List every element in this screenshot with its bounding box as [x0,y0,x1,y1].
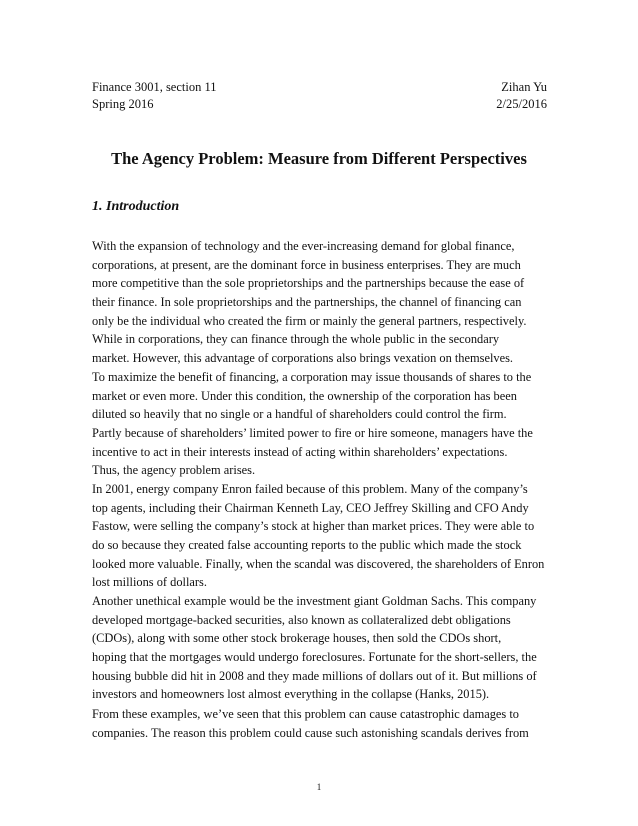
paragraph-line: hoping that the mortgages would undergo foreclosures. Fortunate for the short-sellers, the [92,650,537,665]
paragraph-line: looked more valuable. Finally, when the scandal was discovered, the shareholders of Enron [92,556,545,571]
paragraph-line: market or even more. Under this condition, the ownership of the corporation has been [92,388,517,403]
paragraph-line: Another unethical example would be the investment giant Goldman Sachs. This company [92,594,537,608]
paragraph-line: Thus, the agency problem arises. [92,463,256,478]
paragraph-line: With the expansion of technology and the ever-increasing demand for global finance, [92,239,515,253]
paragraph-3 [92,480,562,592]
paragraph-line: corporations, at present, are the dominant force in business enterprises. They are much [92,257,521,272]
page-number: 1 [316,782,322,792]
paragraph-line: Partly because of shareholders’ limited power to fire or hire someone, managers have the [92,426,533,441]
paragraph-line: In 2001, energy company Enron failed because of this problem. Many of the company’s [92,482,528,496]
term-info: Spring 2016 [92,97,154,111]
paragraph-line: incentive to act in their interests instead of acting within shareholders’ expectations. [92,444,508,459]
course-info: Finance 3001, section 11 [92,80,217,94]
paragraph-line: housing bubble did hit in 2008 and they made millions of dollars out of it. But millions of [92,668,537,683]
paragraph-line: companies. The reason this problem could cause such astonishing scandals derives from [92,725,529,740]
paragraph-line: diluted so heavily that no single or a handful of shareholders could control the firm. [92,407,507,422]
paragraph-line: developed mortgage-backed securities, also known as collateralized debt obligations [92,612,511,627]
paragraph-line: investors and homeowners lost almost everything in the collapse (Hanks, 2015). [92,687,490,702]
paragraph-line: To maximize the benefit of financing, a corporation may issue thousands of shares to the [92,370,532,384]
paragraph-line: their finance. In sole proprietorships and the partnerships, the channel of financing can [92,295,522,310]
paragraph-5 [92,705,562,742]
paragraph-line: market. However, this advantage of corporations also brings vexation on themselves. [92,351,514,366]
paragraph-line: only be the individual who created the firm or mainly the general partners, respectively. [92,313,527,328]
document-title: The Agency Problem: Measure from Different Perspectives [111,149,527,168]
paragraph-line: While in corporations, they can finance through the whole public in the secondary [92,332,500,347]
paragraph-line: Fastow, were selling the company’s stock at higher than market prices. They were able to [92,519,535,534]
section-heading-introduction: 1. Introduction [92,199,180,214]
paragraph-4 [92,592,562,704]
paragraph-1 [92,237,562,368]
document-date: 2/25/2016 [496,97,547,111]
paragraph-line: top agents, including their Chairman Kenneth Lay, CEO Jeffrey Skilling and CFO Andy [92,500,529,515]
paragraph-line: lost millions of dollars. [92,575,207,590]
author-name: Zihan Yu [501,80,547,94]
paragraph-2 [92,368,562,480]
paragraph-line: do so because they created false accounting reports to the public which made the stock [92,538,522,553]
paragraph-line: (CDOs), along with some other stock brokerage houses, then sold the CDOs short, [92,631,502,646]
paragraph-line: From these examples, we’ve seen that this problem can cause catastrophic damages to [92,707,519,721]
paragraph-line: more competitive than the sole proprietorships and the partnerships because the ease of [92,276,525,291]
